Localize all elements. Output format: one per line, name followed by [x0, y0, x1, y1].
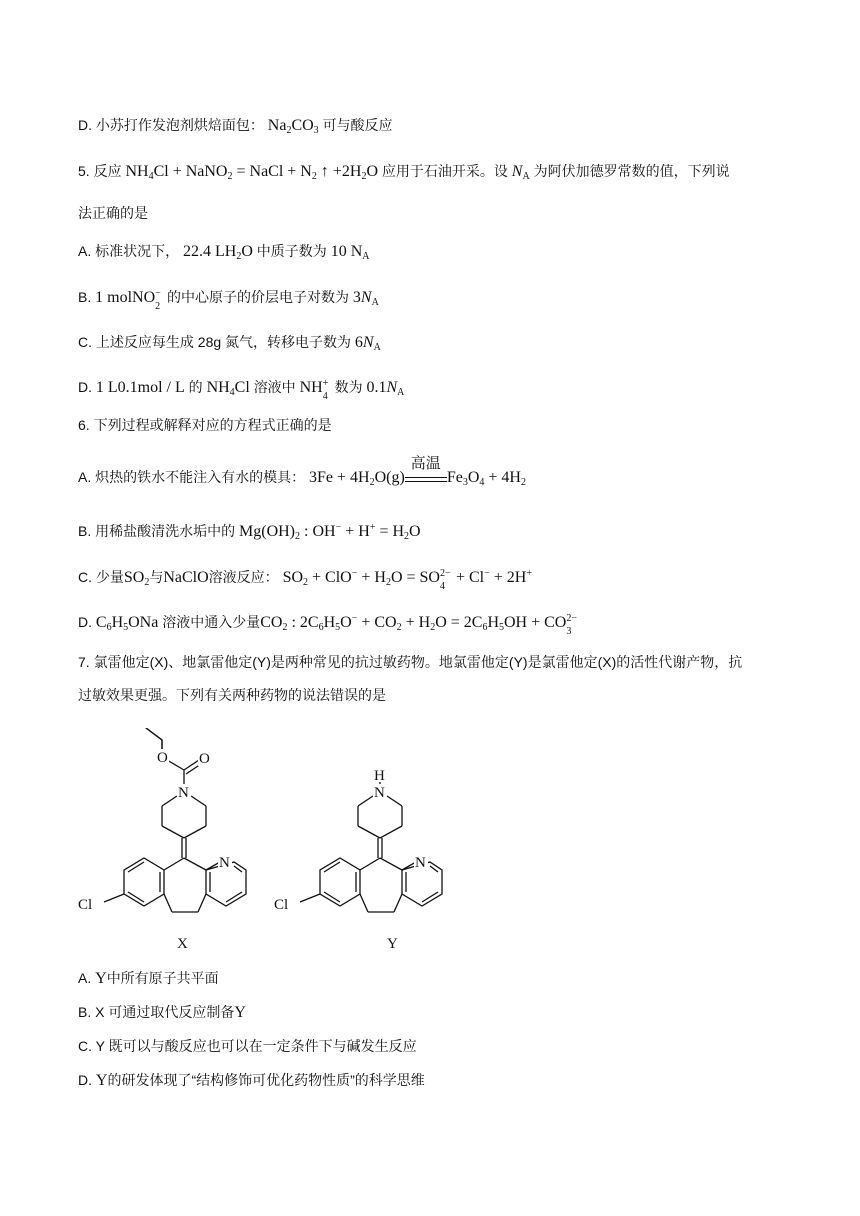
- q7-stem: [78, 651, 742, 673]
- option-label: B.: [78, 1004, 92, 1020]
- option-label: D.: [78, 117, 92, 133]
- equation: $CO_2$ : $2C_6H_5O^- + CO_2 + H_2O = 2C_6H_5OH$ + CO 2− 3: [260, 613, 577, 637]
- oxygen-label: O: [157, 750, 168, 766]
- q4-option-d: [78, 114, 393, 137]
- q6-option-a: [78, 456, 526, 489]
- structure-diagrams: [74, 728, 494, 958]
- option-tail: 可与酸反应: [322, 117, 393, 133]
- option-tail: 的中心原子的价层电子对数为: [167, 289, 350, 305]
- condition-label: 高温: [410, 456, 441, 472]
- q7-option-b: [78, 1001, 246, 1024]
- option-text: 少量: [95, 569, 124, 585]
- option-text: X 可通过取代反应制备: [95, 1004, 235, 1020]
- value: $3N_A$: [352, 289, 379, 308]
- option-label: D.: [78, 379, 92, 395]
- q5-equation: $NH_4Cl$ + NaNO$_2$ = NaCl + $N_2$ ↑ $+2H_2O$: [125, 163, 378, 182]
- equation: $SO_2 + ClO^- + H_2O$ = SO 2− 4 + Cl− + 2H+: [282, 568, 532, 592]
- value: 10 $N_A$: [330, 243, 370, 262]
- value: $0.1N_A$: [366, 379, 405, 398]
- q5-option-d: [78, 376, 405, 402]
- molecule-y: Y: [95, 1072, 108, 1089]
- option-label: D.: [78, 614, 92, 630]
- q7-option-d: [78, 1069, 425, 1092]
- q5-end: 为阿伏加德罗常数的值，下列说: [533, 163, 730, 179]
- label-x: X: [177, 936, 188, 952]
- molecule-y: Y: [234, 1004, 246, 1021]
- q7-option-a: [78, 967, 219, 990]
- option-text: 标准状况下，: [95, 243, 180, 259]
- option-mid2: 溶液反应：: [208, 569, 279, 585]
- option-label: A.: [78, 469, 92, 485]
- formula: 1 L0.1mol / L: [95, 379, 185, 396]
- q7-option-c: [78, 1035, 417, 1057]
- label-y: Y: [387, 936, 398, 952]
- avogadro-symbol: $N_A$: [511, 163, 530, 182]
- option-text: 小苏打作发泡剂烘焙面包：: [95, 117, 264, 133]
- option-mid: 与: [149, 569, 164, 585]
- formula: 22.4 $LH_2O$: [183, 243, 253, 262]
- q5-stem: [78, 160, 730, 183]
- molecule-figure: [74, 728, 494, 953]
- q5-option-b: [78, 286, 379, 312]
- option-label: A.: [78, 243, 92, 259]
- q5-option-a: [78, 240, 369, 263]
- question-number: 7.: [78, 654, 90, 670]
- hydrogen-label: H: [374, 768, 385, 784]
- molecule-y: Y: [95, 970, 107, 987]
- option-tail2: 数为: [334, 379, 363, 395]
- option-label: C.: [78, 1038, 92, 1054]
- nitrogen-label-y: N: [374, 785, 385, 801]
- q5-option-c: [78, 331, 381, 354]
- q7-stem-line2: 过敏效果更强。下列有关两种药物的说法错误的是: [78, 687, 386, 703]
- option-label: B.: [78, 289, 92, 305]
- q6-stem: [78, 414, 332, 436]
- chlorine-label: Cl: [78, 897, 93, 913]
- q6-option-b: [78, 520, 421, 543]
- option-label: C.: [78, 334, 92, 350]
- option-mid: 的: [188, 379, 203, 395]
- option-label: B.: [78, 523, 92, 539]
- naclo: NaClO: [163, 569, 209, 586]
- option-label: A.: [78, 970, 92, 986]
- carbonyl-oxygen-label: O: [199, 751, 210, 767]
- option-mid: 溶液中通入少量: [162, 614, 261, 630]
- q6-stem-text: 下列过程或解释对应的方程式正确的是: [93, 417, 332, 433]
- q5-stem-line2: 法正确的是: [78, 205, 148, 221]
- option-tail: 溶液中: [253, 379, 296, 395]
- q5-lead: 反应: [93, 163, 122, 179]
- q5-mid: 应用于石油开采。设: [381, 163, 508, 179]
- option-text: 中所有原子共平面: [106, 970, 219, 986]
- pyridine-n-label: N: [219, 855, 230, 871]
- q6-option-d: [78, 611, 577, 637]
- option-text: 炽热的铁水不能注入有水的模具：: [95, 469, 306, 485]
- option-label: C.: [78, 569, 92, 585]
- ion: NH + 4: [299, 378, 329, 402]
- option-text: 上述反应每生成 28g 氮气，转移电子数为: [95, 334, 352, 350]
- chlorine-label-y: Cl: [274, 897, 289, 913]
- q7-stem-line1: 氯雷他定(X)、地氯雷他定(Y)是两种常见的抗过敏药物。地氯雷他定(Y)是氯雷他定(X)的活性代谢产物，抗: [93, 654, 743, 670]
- condition-high-temp: [405, 456, 447, 482]
- question-number: 6.: [78, 417, 90, 433]
- equation: $Mg(OH)_2$ : $OH^- + H^+ = H_2O$: [239, 522, 421, 542]
- salt: $NH_4Cl$: [206, 379, 250, 398]
- so2: $SO_2$: [123, 569, 150, 588]
- question-number: 5.: [78, 163, 90, 179]
- pyridine-n-label-y: N: [415, 855, 426, 871]
- formula: 1 molNO − 2: [95, 288, 161, 312]
- q6-option-c: [78, 566, 532, 592]
- option-text: 用稀盐酸清洗水垢中的: [95, 523, 236, 539]
- nitrogen-label: N: [178, 785, 189, 801]
- value: $6N_A$: [354, 334, 381, 353]
- option-text: Y 既可以与酸反应也可以在一定条件下与碱发生反应: [95, 1038, 417, 1054]
- reactant: $C_6H_5ONa$: [95, 614, 159, 633]
- option-tail: 中质子数为: [256, 243, 327, 259]
- option-label: D.: [78, 1072, 92, 1088]
- equation: $3Fe + 4H_2O(g)$ 高温 $Fe_3O_4 + 4H_2$: [309, 469, 526, 486]
- formula-na2co3: $Na_2CO_3$: [267, 117, 319, 136]
- option-text: 的研发体现了“结构修饰可优化药物性质”的科学思维: [107, 1072, 425, 1088]
